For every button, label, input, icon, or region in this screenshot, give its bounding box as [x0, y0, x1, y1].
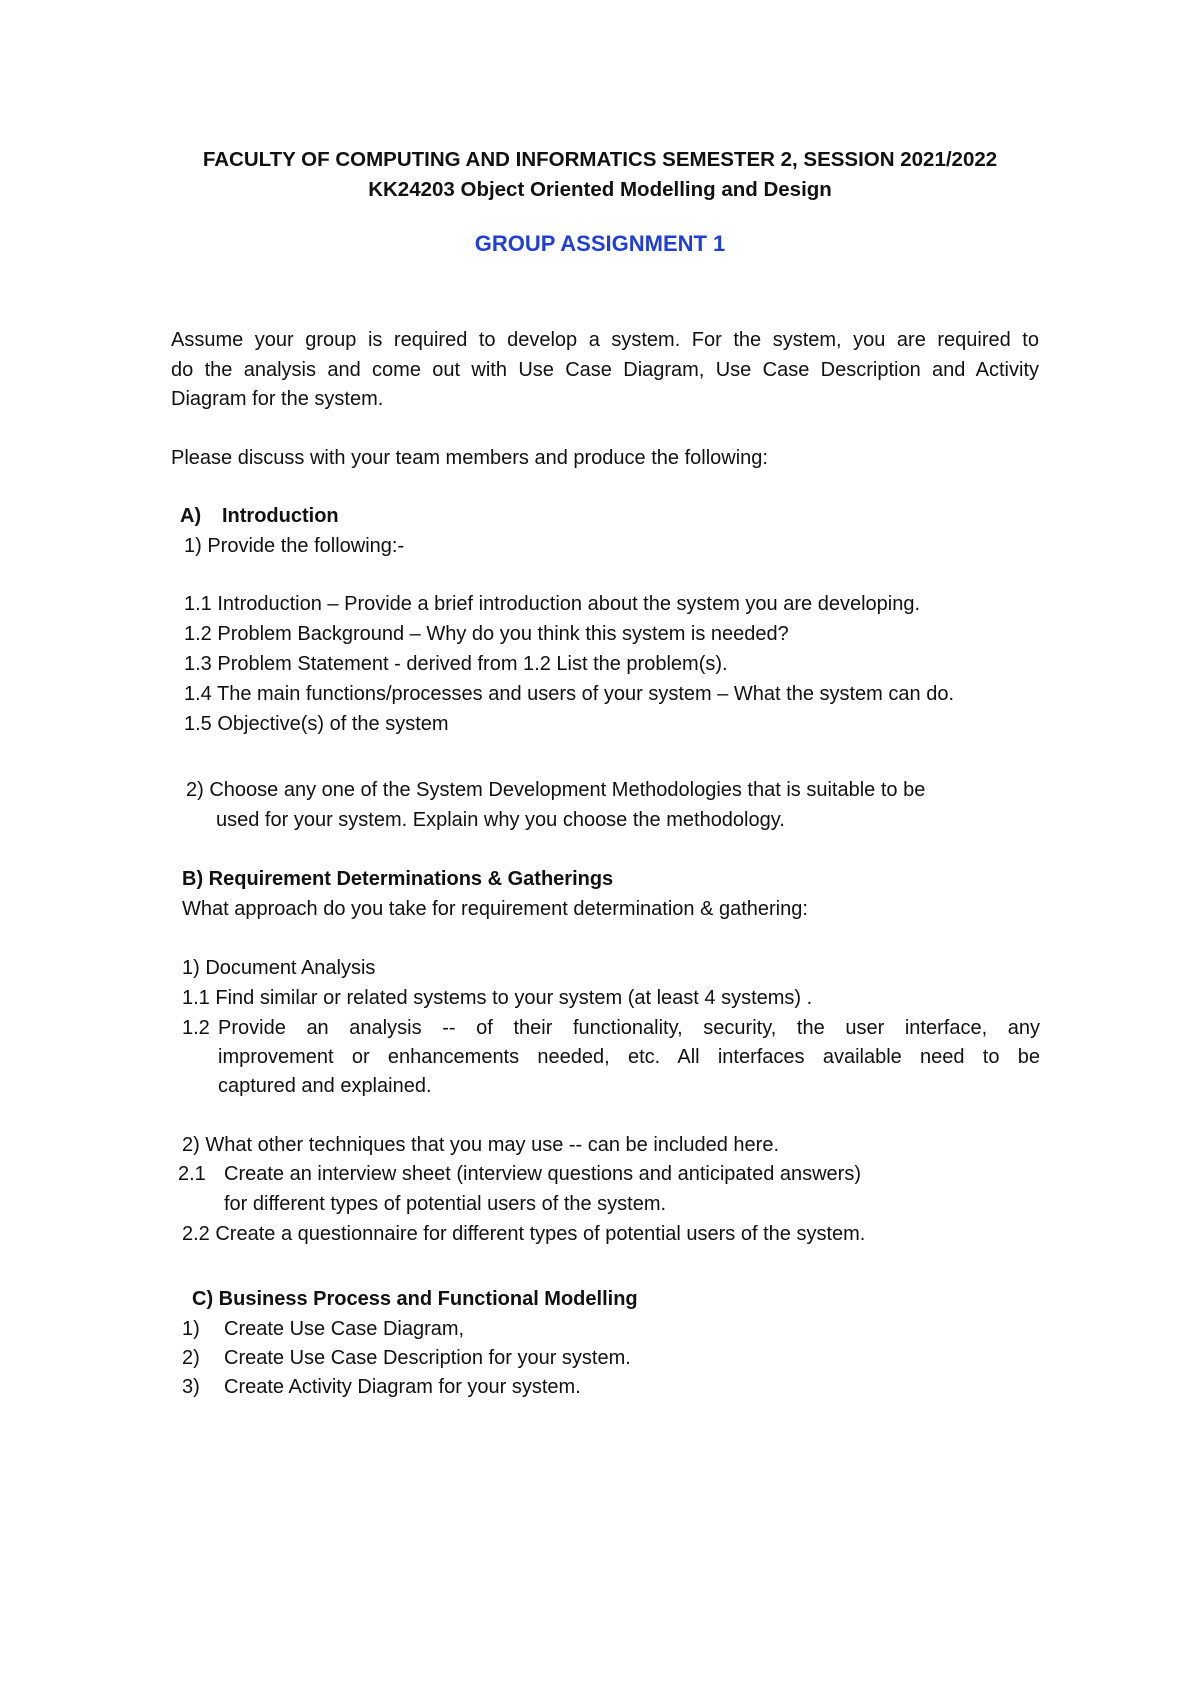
section-b-question: What approach do you take for requirement determination & gathering: — [182, 898, 808, 920]
header-course-line: KK24203 Object Oriented Modelling and Design — [368, 178, 832, 201]
section-c-heading: C) Business Process and Functional Modelling — [192, 1288, 638, 1310]
section-a-subitem: 1.2 Problem Background – Why do you think this system is needed? — [184, 623, 789, 645]
section-a-item-2-line-2: used for your system. Explain why you choose the methodology. — [216, 809, 785, 831]
section-a-subitem: 1.5 Objective(s) of the system — [184, 713, 449, 735]
section-b-sub-2-1-number: 2.1 — [178, 1163, 206, 1185]
section-c-item-text: Create Use Case Description for your system. — [224, 1347, 631, 1369]
page-title: GROUP ASSIGNMENT 1 — [474, 231, 726, 256]
section-b-item-2: 2) What other techniques that you may use -- can be included here. — [182, 1134, 780, 1156]
section-c-item-text: Create Activity Diagram for your system. — [224, 1376, 581, 1398]
intro-line-3: Diagram for the system. — [171, 388, 384, 410]
section-a-subitem: 1.4 The main functions/processes and users of your system – What the system can do. — [184, 683, 954, 705]
intro-line-1: Assume your group is required to develop a system. For the system, you are required to — [171, 329, 1039, 351]
section-b-item-1: 1) Document Analysis — [182, 957, 376, 979]
section-b-sub-1-2-line-3: captured and explained. — [218, 1075, 432, 1097]
section-c-item-text: Create Use Case Diagram, — [224, 1318, 465, 1340]
section-c-item-number: 2) — [182, 1347, 200, 1369]
section-b-sub-2-2: 2.2 Create a questionnaire for different types of potential users of the system. — [182, 1223, 866, 1245]
section-a-marker: A) — [180, 505, 202, 527]
section-a-item-1: 1) Provide the following:- — [184, 535, 405, 557]
section-b-sub-1-2-line-2: improvement or enhancements needed, etc. All interfaces available need to be — [218, 1046, 1040, 1068]
section-b-sub-1-1: 1.1 Find similar or related systems to your system (at least 4 systems) . — [182, 987, 813, 1009]
section-b-heading: B) Requirement Determinations & Gatherings — [182, 868, 614, 890]
section-a-subitem: 1.1 Introduction – Provide a brief introduction about the system you are developing. — [184, 593, 921, 615]
section-c-item-number: 1) — [182, 1318, 200, 1340]
section-b-sub-2-1-line-2: for different types of potential users of the system. — [224, 1193, 667, 1215]
instruction-text: Please discuss with your team members and produce the following: — [171, 447, 768, 469]
section-b-sub-2-1-line-1: Create an interview sheet (interview questions and anticipated answers) — [224, 1163, 862, 1185]
section-a-subitem: 1.3 Problem Statement - derived from 1.2 List the problem(s). — [184, 653, 728, 675]
section-a-item-2-line-1: 2) Choose any one of the System Development Methodologies that is suitable to be — [186, 779, 926, 801]
section-b-sub-1-2-number: 1.2 — [182, 1017, 210, 1039]
intro-line-2: do the analysis and come out with Use Case Diagram, Use Case Description and Activity — [171, 359, 1039, 381]
section-c-item-number: 3) — [182, 1376, 200, 1398]
header-faculty-line: FACULTY OF COMPUTING AND INFORMATICS SEMESTER 2, SESSION 2021/2022 — [202, 148, 998, 171]
section-a-heading: Introduction — [222, 505, 339, 527]
section-b-sub-1-2-line-1: Provide an analysis -- of their functionality, security, the user interface, any — [218, 1017, 1040, 1039]
